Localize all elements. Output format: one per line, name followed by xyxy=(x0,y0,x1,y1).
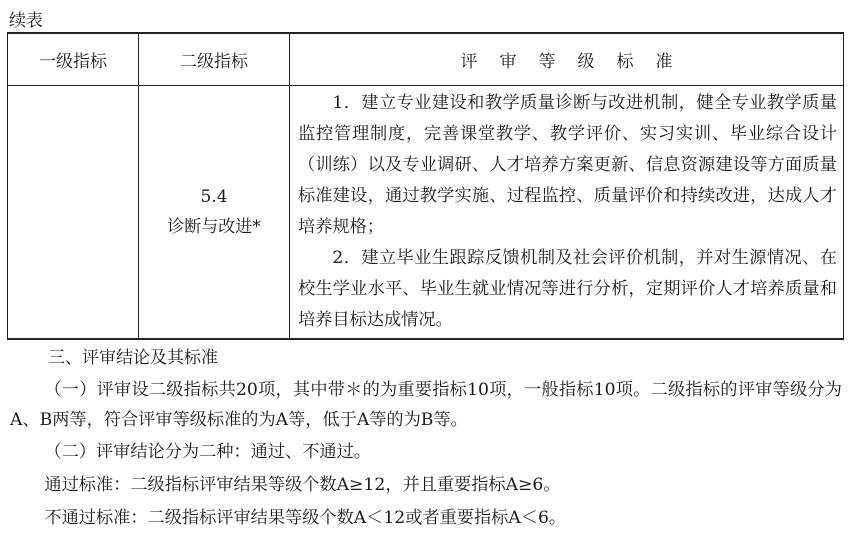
table-row xyxy=(8,86,844,340)
criteria-item-1: 1．建立专业建设和教学质量诊断与改进机制，健全专业教学质量监控管理制度，完善课堂教学、教学评价、实习实训、毕业综合设计（训练）以及专业调研、人才培养方案更新、信息资源建设等方面质量标准建设，通过教学实施、过程监控、质量评价和持续改进，达成人才培养规格； xyxy=(298,93,837,237)
header-criteria: 评审等级标准 xyxy=(290,33,844,86)
level2-number: 5.4 xyxy=(200,187,228,207)
cell-criteria xyxy=(290,86,844,340)
evaluation-table-container xyxy=(7,32,843,334)
level2-name: 诊断与改进* xyxy=(167,217,261,237)
paragraph-1: （一）评审设二级指标共20项，其中带＊的为重要指标10项，一般指标10项。二级指标的评审等级分为A、B两等，符合评审等级标准的为A等，低于A等的为B等。 xyxy=(10,380,842,430)
cell-level1 xyxy=(8,86,139,340)
section-title: 三、评审结论及其标准 xyxy=(48,348,218,368)
paragraph-2: （二）评审结论分为二种：通过、不通过。 xyxy=(44,442,371,462)
paragraph-fail-standard: 不通过标准：二级指标评审结果等级个数A＜12或者重要指标A＜6。 xyxy=(44,508,567,528)
criteria-item-2: 2．建立毕业生跟踪反馈机制及社会评价机制，并对生源情况、在校生学业水平、毕业生就业情况等进行分析，定期评价人才培养质量和培养目标达成情况。 xyxy=(298,248,837,330)
continued-table-label: 续表 xyxy=(9,11,43,31)
table-header-row xyxy=(8,33,844,86)
cell-level2 xyxy=(139,86,290,340)
evaluation-table xyxy=(7,32,844,340)
paragraph-pass-standard: 通过标准：二级指标评审结果等级个数A≥12，并且重要指标A≥6。 xyxy=(44,475,561,495)
header-level1: 一级指标 xyxy=(8,33,139,86)
header-level2: 二级指标 xyxy=(139,33,290,86)
